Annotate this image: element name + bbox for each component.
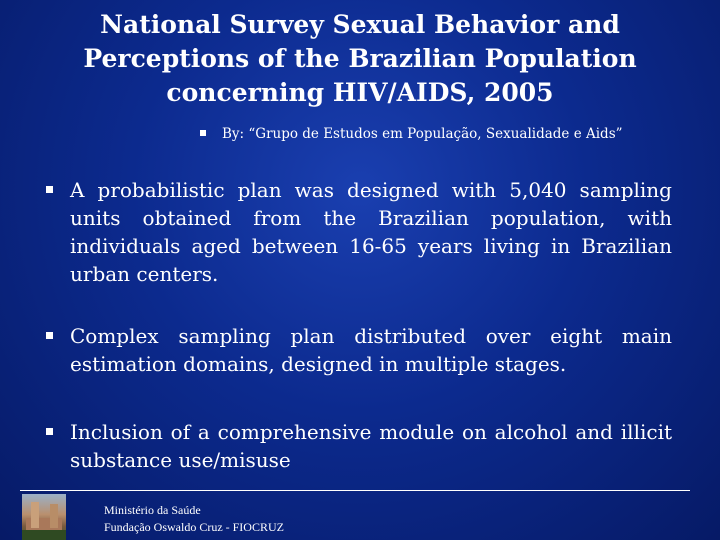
- footer-divider: [20, 490, 690, 491]
- bullet-item: [46, 176, 672, 288]
- subtitle-text: By: “Grupo de Estudos em População, Sexualidade e Aids”: [222, 126, 623, 142]
- bullet-square-icon: [46, 428, 53, 435]
- bullet-item: [46, 322, 672, 378]
- bullet-text: Inclusion of a comprehensive module on alcohol and illicit substance use/misuse: [70, 420, 672, 472]
- fiocruz-castle-image: [22, 494, 66, 540]
- bullet-item: [46, 418, 672, 474]
- footer-credits: [104, 502, 284, 536]
- bullet-square-icon: [46, 186, 53, 193]
- bullet-square-icon: [46, 332, 53, 339]
- bullet-square-icon: [200, 130, 206, 136]
- footer-institution: Fundação Oswaldo Cruz - FIOCRUZ: [104, 520, 284, 534]
- subtitle: [200, 126, 700, 142]
- slide-title: National Survey Sexual Behavior and Perceptions of the Brazilian Population concerning HIV/AIDS, 2005: [83, 10, 637, 107]
- footer-ministry: Ministério da Saúde: [104, 503, 201, 517]
- bullet-text: Complex sampling plan distributed over eight main estimation domains, designed in multiple stages.: [70, 324, 672, 376]
- bullet-text: A probabilistic plan was designed with 5,040 sampling units obtained from the Brazilian population, with individuals aged between 16-65 years living in Brazilian urban centers.: [70, 178, 672, 286]
